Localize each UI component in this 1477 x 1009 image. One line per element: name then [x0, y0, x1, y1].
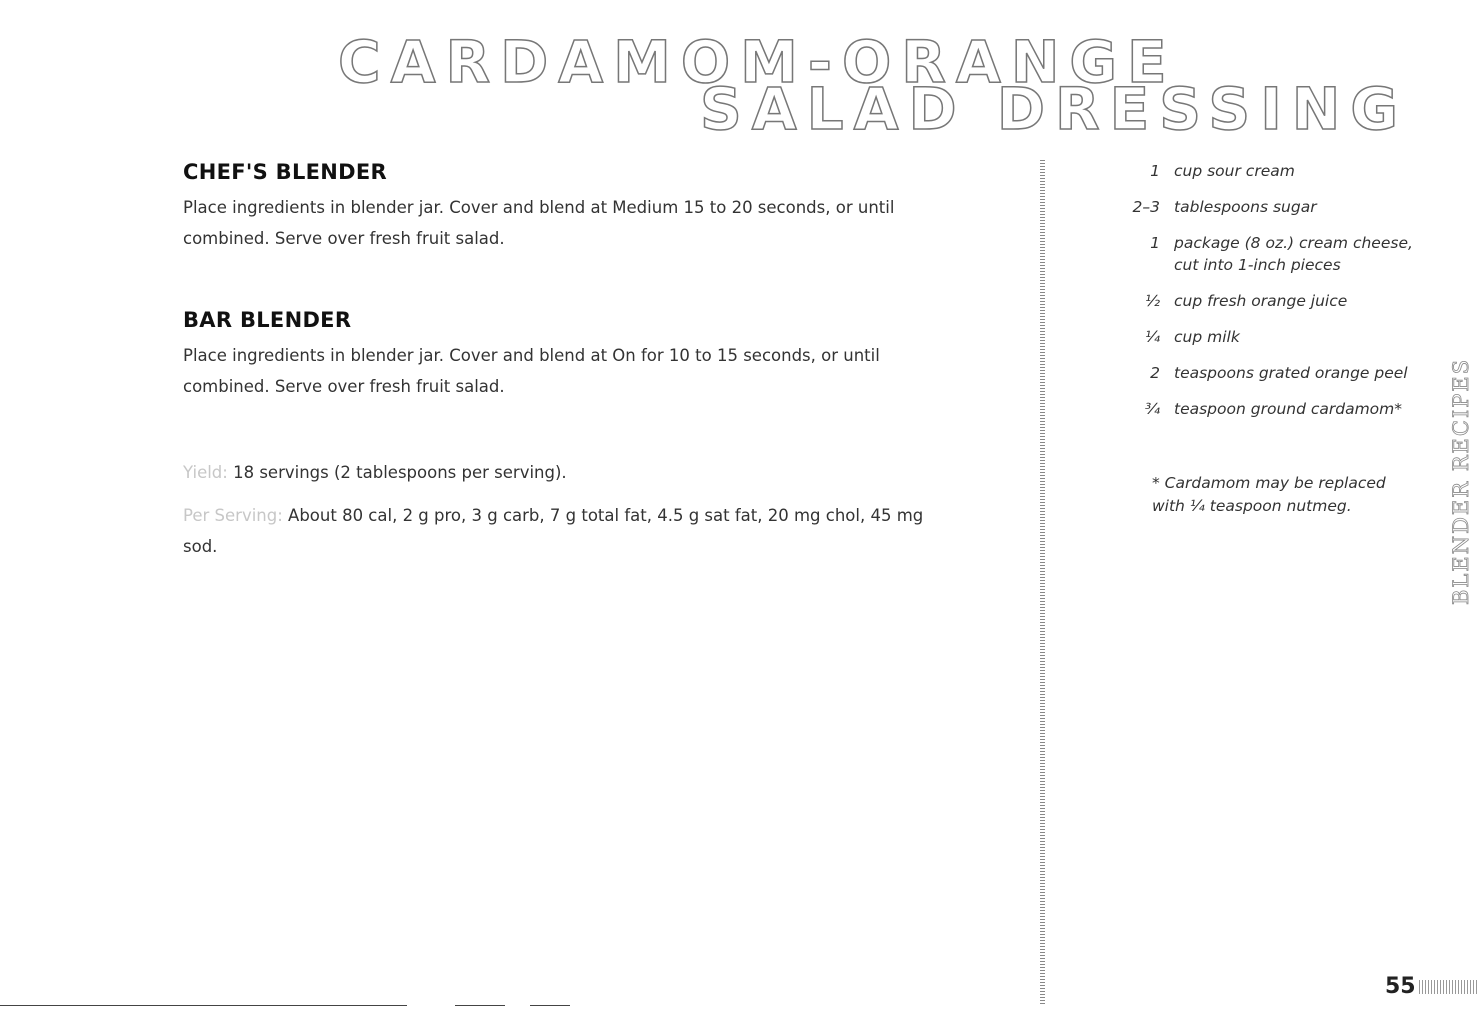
chefs-blender-section	[183, 160, 1003, 254]
per-serving-label: Per Serving:	[183, 506, 283, 525]
ingredient-qty: 2–3	[1132, 198, 1160, 216]
ingredient-text: teaspoons grated orange peel	[1174, 364, 1408, 382]
ingredient-item	[1080, 160, 1420, 182]
yield-line	[183, 457, 567, 488]
side-section-label: BLENDER RECIPES	[1449, 357, 1473, 605]
page-number-badge	[1383, 970, 1477, 1002]
ingredient-qty: 1	[1150, 234, 1160, 252]
ingredient-text: tablespoons sugar	[1174, 198, 1317, 216]
yield-label: Yield:	[183, 463, 228, 482]
column-divider	[1040, 160, 1045, 1005]
ingredient-item	[1080, 196, 1420, 218]
ingredient-item	[1080, 398, 1420, 420]
ingredient-item	[1080, 362, 1420, 384]
ingredient-item	[1080, 326, 1420, 348]
cardamom-footnote: * Cardamom may be replaced with ¼ teaspoon nutmeg.	[1152, 474, 1386, 515]
ingredient-qty: 2	[1150, 364, 1160, 382]
bar-blender-section	[183, 308, 1003, 402]
ingredient-text: cup milk	[1174, 328, 1240, 346]
title-line-1: CARDAMOM-ORANGE	[338, 28, 1177, 96]
ingredient-qty: ¾	[1144, 400, 1160, 418]
ingredient-qty: ¼	[1144, 328, 1160, 346]
bar-blender-heading: BAR BLENDER	[183, 308, 352, 332]
ingredient-item	[1080, 232, 1420, 276]
chefs-blender-instructions: Place ingredients in blender jar. Cover and blend at Medium 15 to 20 seconds, or until combined. Serve over fresh fruit salad.	[183, 198, 895, 248]
ingredient-item	[1080, 290, 1420, 312]
title-line-2: SALAD DRESSING	[700, 75, 1408, 143]
ingredient-text: cup fresh orange juice	[1174, 292, 1348, 310]
footer-rule-1	[0, 1005, 407, 1006]
footer-rule-3	[530, 1005, 570, 1006]
footer-rule-2	[455, 1005, 505, 1006]
bar-blender-instructions: Place ingredients in blender jar. Cover and blend at On for 10 to 15 seconds, or until combined. Serve over fresh fruit salad.	[183, 346, 880, 396]
ingredient-qty: 1	[1150, 162, 1160, 180]
ingredient-text: teaspoon ground cardamom*	[1174, 400, 1403, 418]
ingredient-text: package (8 oz.) cream cheese, cut into 1-inch pieces	[1174, 234, 1413, 274]
per-serving-line	[183, 500, 943, 562]
page-number: 55	[1385, 973, 1416, 999]
yield-text: 18 servings (2 tablespoons per serving).	[227, 463, 567, 482]
chefs-blender-heading: CHEF'S BLENDER	[183, 160, 387, 184]
ingredient-text: cup sour cream	[1174, 162, 1295, 180]
ingredient-qty: ½	[1144, 292, 1160, 310]
per-serving-text: About 80 cal, 2 g pro, 3 g carb, 7 g total fat, 4.5 g sat fat, 20 mg chol, 45 mg sod.	[183, 506, 924, 556]
ingredient-list	[1080, 160, 1420, 434]
